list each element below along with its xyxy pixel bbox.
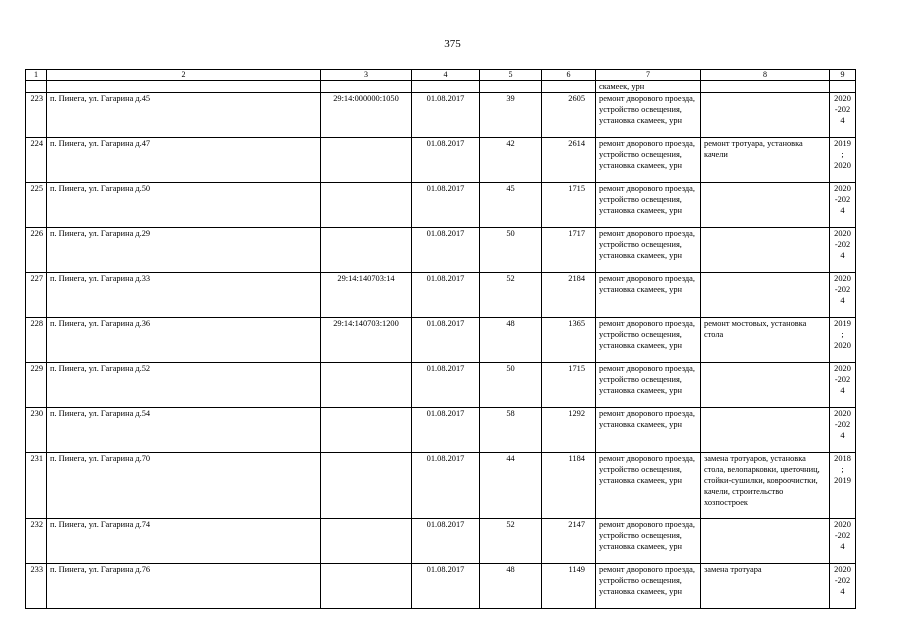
date-cell: 01.08.2017 xyxy=(412,564,480,609)
column-6-cell: 1149 xyxy=(542,564,596,609)
cadastral-number-cell xyxy=(321,519,412,564)
address-cell: п. Пинега, ул. Гагарина д.33 xyxy=(47,273,321,318)
date-cell: 01.08.2017 xyxy=(412,318,480,363)
table-row xyxy=(26,564,856,609)
date-cell: 01.08.2017 xyxy=(412,183,480,228)
table-row xyxy=(26,183,856,228)
additional-works-cell: ремонт тротуара, установка качели xyxy=(701,138,830,183)
additional-works-cell: замена тротуаров, установка стола, велопарковки, цветочниц, стойки-сушилки, ковроочистки, качели, строительство хозпостроек xyxy=(701,453,830,519)
column-6-cell: 2184 xyxy=(542,273,596,318)
cadastral-number-cell xyxy=(321,363,412,408)
cadastral-number-cell: 29:14:140703:1200 xyxy=(321,318,412,363)
years-cell: 2020-2024 xyxy=(830,228,856,273)
column-6-cell: 1184 xyxy=(542,453,596,519)
row-number: 225 xyxy=(26,183,47,228)
additional-works-cell xyxy=(701,363,830,408)
column-header-6: 6 xyxy=(542,70,596,81)
address-cell: п. Пинега, ул. Гагарина д.50 xyxy=(47,183,321,228)
address-cell: п. Пинега, ул. Гагарина д.29 xyxy=(47,228,321,273)
column-header-5: 5 xyxy=(480,70,542,81)
cadastral-number-cell: 29:14:140703:14 xyxy=(321,273,412,318)
address-cell: п. Пинега, ул. Гагарина д.76 xyxy=(47,564,321,609)
works-cell: ремонт дворового проезда, устройство освещения, установка скамеек, урн xyxy=(596,93,701,138)
column-5-cell: 44 xyxy=(480,453,542,519)
works-cell: ремонт дворового проезда, устройство освещения, установка скамеек, урн xyxy=(596,138,701,183)
row-number: 224 xyxy=(26,138,47,183)
column-header-8: 8 xyxy=(701,70,830,81)
row-number: 229 xyxy=(26,363,47,408)
row-number: 233 xyxy=(26,564,47,609)
column-5-cell: 48 xyxy=(480,564,542,609)
address-cell: п. Пинега, ул. Гагарина д.45 xyxy=(47,93,321,138)
column-6-cell: 1717 xyxy=(542,228,596,273)
row-number: 230 xyxy=(26,408,47,453)
works-cell: ремонт дворового проезда, устройство освещения, установка скамеек, урн xyxy=(596,519,701,564)
table-row xyxy=(26,519,856,564)
date-cell: 01.08.2017 xyxy=(412,519,480,564)
date-cell: 01.08.2017 xyxy=(412,93,480,138)
cadastral-number-cell xyxy=(321,183,412,228)
column-5-cell: 39 xyxy=(480,93,542,138)
column-6-cell: 2605 xyxy=(542,93,596,138)
table-row xyxy=(26,138,856,183)
column-5-cell: 52 xyxy=(480,519,542,564)
works-cell: ремонт дворового проезда, установка скамеек, урн xyxy=(596,273,701,318)
page-number: 375 xyxy=(444,38,461,50)
date-cell: 01.08.2017 xyxy=(412,228,480,273)
additional-works-cell xyxy=(701,228,830,273)
register-table xyxy=(25,69,856,609)
works-cell: ремонт дворового проезда, устройство освещения, установка скамеек, урн xyxy=(596,564,701,609)
additional-works-cell xyxy=(701,93,830,138)
column-6-cell: 2614 xyxy=(542,138,596,183)
table-row xyxy=(26,453,856,519)
column-6-cell: 1715 xyxy=(542,183,596,228)
row-number: 231 xyxy=(26,453,47,519)
column-header-2: 2 xyxy=(47,70,321,81)
table-row xyxy=(26,228,856,273)
column-6-cell: 1715 xyxy=(542,363,596,408)
date-cell: 01.08.2017 xyxy=(412,453,480,519)
years-cell: 2020-2024 xyxy=(830,408,856,453)
years-cell: 2020-2024 xyxy=(830,363,856,408)
years-cell: 2020-2024 xyxy=(830,93,856,138)
years-cell: 2019; 2020 xyxy=(830,318,856,363)
row-number: 232 xyxy=(26,519,47,564)
additional-works-cell xyxy=(701,183,830,228)
address-cell: п. Пинега, ул. Гагарина д.36 xyxy=(47,318,321,363)
table-row xyxy=(26,363,856,408)
column-5-cell: 58 xyxy=(480,408,542,453)
column-header-7: 7 xyxy=(596,70,701,81)
row-number: 226 xyxy=(26,228,47,273)
date-cell: 01.08.2017 xyxy=(412,363,480,408)
works-cell: ремонт дворового проезда, устройство освещения, установка скамеек, урн xyxy=(596,228,701,273)
column-6-cell: 1365 xyxy=(542,318,596,363)
address-cell: п. Пинега, ул. Гагарина д.74 xyxy=(47,519,321,564)
cadastral-number-cell xyxy=(321,453,412,519)
cadastral-number-cell xyxy=(321,228,412,273)
column-6-cell: 2147 xyxy=(542,519,596,564)
address-cell: п. Пинега, ул. Гагарина д.47 xyxy=(47,138,321,183)
additional-works-cell xyxy=(701,408,830,453)
years-cell: 2020-2024 xyxy=(830,519,856,564)
additional-works-cell xyxy=(701,519,830,564)
address-cell: п. Пинега, ул. Гагарина д.52 xyxy=(47,363,321,408)
column-5-cell: 42 xyxy=(480,138,542,183)
column-6-cell: 1292 xyxy=(542,408,596,453)
column-5-cell: 52 xyxy=(480,273,542,318)
column-header-3: 3 xyxy=(321,70,412,81)
additional-works-cell: ремонт мостовых, установка стола xyxy=(701,318,830,363)
years-cell: 2020-2024 xyxy=(830,183,856,228)
table-row xyxy=(26,273,856,318)
table-row xyxy=(26,408,856,453)
row-number: 228 xyxy=(26,318,47,363)
date-cell: 01.08.2017 xyxy=(412,138,480,183)
cadastral-number-cell xyxy=(321,564,412,609)
works-cell: ремонт дворового проезда, устройство освещения, установка скамеек, урн xyxy=(596,363,701,408)
years-cell: 2020-2024 xyxy=(830,273,856,318)
cadastral-number-cell xyxy=(321,408,412,453)
date-cell: 01.08.2017 xyxy=(412,273,480,318)
address-cell: п. Пинега, ул. Гагарина д.54 xyxy=(47,408,321,453)
additional-works-cell xyxy=(701,273,830,318)
column-5-cell: 45 xyxy=(480,183,542,228)
works-cell: ремонт дворового проезда, установка скамеек, урн xyxy=(596,408,701,453)
column-header-9: 9 xyxy=(830,70,856,81)
column-header-1: 1 xyxy=(26,70,47,81)
years-cell: 2020-2024 xyxy=(830,564,856,609)
works-cell: ремонт дворового проезда, устройство освещения, установка скамеек, урн xyxy=(596,453,701,519)
continuation-text: скамеек, урн xyxy=(596,81,701,93)
column-5-cell: 50 xyxy=(480,363,542,408)
row-number: 223 xyxy=(26,93,47,138)
header-row xyxy=(26,70,856,81)
years-cell: 2018; 2019 xyxy=(830,453,856,519)
table-row xyxy=(26,93,856,138)
additional-works-cell: замена тротуара xyxy=(701,564,830,609)
column-header-4: 4 xyxy=(412,70,480,81)
works-cell: ремонт дворового проезда, устройство освещения, установка скамеек, урн xyxy=(596,318,701,363)
address-cell: п. Пинега, ул. Гагарина д.70 xyxy=(47,453,321,519)
cadastral-number-cell: 29:14:000000:1050 xyxy=(321,93,412,138)
continuation-row xyxy=(26,81,856,93)
works-cell: ремонт дворового проезда, устройство освещения, установка скамеек, урн xyxy=(596,183,701,228)
column-5-cell: 50 xyxy=(480,228,542,273)
date-cell: 01.08.2017 xyxy=(412,408,480,453)
cadastral-number-cell xyxy=(321,138,412,183)
row-number: 227 xyxy=(26,273,47,318)
table-row xyxy=(26,318,856,363)
years-cell: 2019; 2020 xyxy=(830,138,856,183)
column-5-cell: 48 xyxy=(480,318,542,363)
